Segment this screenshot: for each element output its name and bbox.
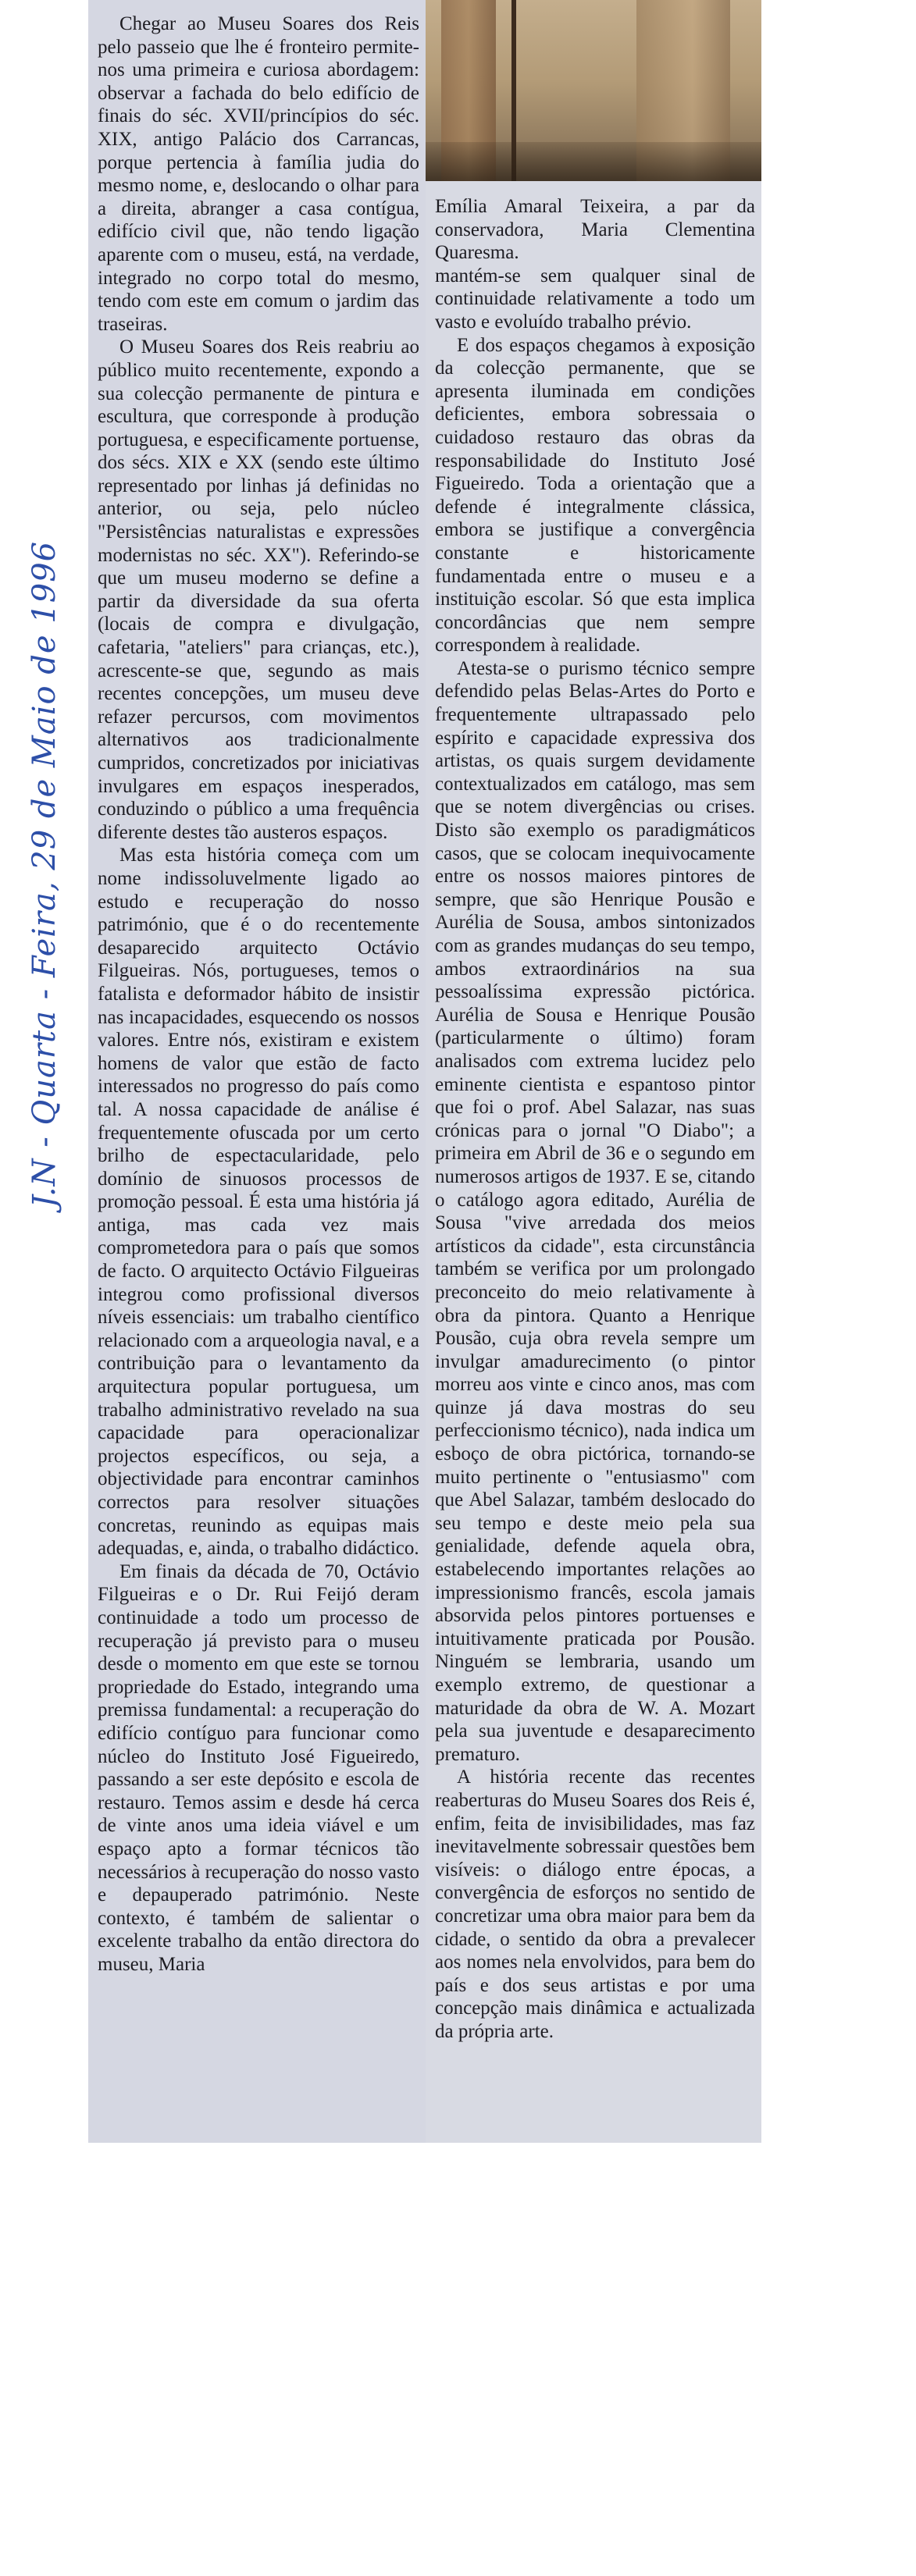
article-column-left — [88, 0, 426, 2143]
handwritten-date-note: J.N - Quarta - Feira, 29 de Maio de 1996 — [27, 540, 62, 1208]
article-column-right — [426, 0, 761, 2143]
photo-floor — [426, 142, 761, 181]
paragraph: Atesta-se o purismo técnico sempre defendido pelas Belas-Artes do Porto e frequentemente ultrapassado pelo espírito e capacidade expressiva dos artistas, os quais surgem devidamente contextualizados em catálogo, mas sem que se notem divergências ou crises. Disto são exemplo os paradigmáticos casos, que se colocam inequivocamente entre os nossos maiores pintores de sempre, que são Henrique Pousão e Aurélia de Sousa, ambos sintonizados com as grandes mudanças do seu tempo, ambos extraordinários na sua pessoalíssima expressão pictórica. Aurélia de Sousa e Henrique Pousão (particularmente o último) foram analisados com extrema lucidez pelo eminente cientista e espantoso pintor que foi o prof. Abel Salazar, nas suas crónicas para o jornal "O Diabo"; a primeira em Abril de 36 e o segundo em numerosos artigos de 1937. E se, citando o catálogo agora editado, Aurélia de Sousa "vive arredada dos meios artísticos da cidade", esta circunstância também se verifica por um prolongado preconceito do meio relativamente à obra da pintora. Quanto a Henrique Pousão, cuja obra revela sempre um invulgar amadurecimento (o pintor morreu aos vinte e cinco anos, mas com quinze já dava mostras do seu perfeccionismo técnico), nada indica um esboço de obra pictórica, tornando-se muito pertinente o "entusiasmo" com que Abel Salazar, também deslocado do seu tempo e deste meio pela sua genialidade, defende aquela obra, estabelecendo importantes relações ao impressionismo francês, escola jamais absorvida pelos pintores portuenses e intuitivamente praticada por Pousão. Ninguém se lembraria, usando um exemplo extremo, de questionar a maturidade da obra de W. A. Mozart pela sua juventude e desaparecimento prematuro. — [435, 657, 755, 1765]
paragraph: Chegar ao Museu Soares dos Reis pelo passeio que lhe é fronteiro permite-nos uma primeira e curiosa abordagem: observar a fachada do belo edifício de finais do séc. XVII/princípios do séc. XIX, antigo Palácio dos Carrancas, porque pertencia à família judia do mesmo nome, e, deslocando o olhar para a direita, abranger a casa contígua, edifício civil que, não tendo ligação aparente com o museu, está, na verdade, integrado no corpo total do mesmo, tendo com este em comum o jardim das traseiras. — [98, 13, 419, 335]
paragraph: E dos espaços chegamos à exposição da colecção permanente, que se apresenta iluminada em condições deficientes, embora sobressaia o cuidadoso restauro das obras da responsabilidade do Instituto José Figueiredo. Toda a orientação que a defende é integralmente clássica, embora se justifique a convergência constante e historicamente fundamentada entre o museu e a instituição escolar. Só que esta implica concordâncias que nem sempre correspondem à realidade. — [435, 334, 755, 656]
paragraph: Em finais da década de 70, Octávio Filgueiras e o Dr. Rui Feijó deram continuidade a todo um processo de recuperação já previsto para o museu desde o momento em que este se tornou propriedade do Estado, integrando uma premissa fundamental: a recuperação do edifício contíguo para funcionar como núcleo do Instituto José Figueiredo, passando a ser este depósito e escola de restauro. Temos assim e desde há cerca de vinte anos uma ideia viável e um espaço apto a formar técnicos tão necessários à recuperação do nosso vasto e depauperado património. Neste contexto, é também de salientar o excelente trabalho da então directora do museu, Maria — [98, 1560, 419, 1975]
paragraph: mantém-se sem qualquer sinal de continuidade relativamente a todo um vasto e evoluído trabalho prévio. — [435, 265, 755, 333]
photo-caption: Emília Amaral Teixeira, a par da conservadora, Maria Clementina Quaresma. — [435, 196, 755, 264]
paragraph: O Museu Soares dos Reis reabriu ao público muito recentemente, expondo a sua colecção permanente de pintura e escultura, que corresponde à produção portuguesa, e especificamente portuense, dos sécs. XIX e XX (sendo este último representado por linhas já definidas no anterior, ou seja, pelo núcleo "Persistências naturalistas e expressões modernistas no séc. XX"). Referindo-se que um museu moderno se define a partir da diversidade da sua oferta (locais de compra e divulgação, cafetaria, "ateliers" para crianças, etc.), acrescente-se que, segundo as mais recentes concepções, um museu deve refazer percursos, com movimentos alternativos aos tradicionalmente cumpridos, concretizados por iniciativas invulgares em espaços inesperados, conduzindo o público a uma frequência diferente destes tão austeros espaços. — [98, 336, 419, 843]
paragraph: A história recente das recentes reaberturas do Museu Soares dos Reis é, enfim, feita de invisibilidades, mas faz inevitavelmente sobressair questões bem visíveis: o diálogo entre épocas, a convergência de esforços no sentido de concretizar uma obra maior para bem da cidade, o sentido da obra a prevalecer aos nomes nela envolvidos, para bem do país e dos seus artistas e por uma concepção mais dinâmica e actualizada da própria arte. — [435, 1767, 755, 2042]
paragraph: Mas esta história começa com um nome indissoluvelmente ligado ao estudo e recuperação do nosso património, que é o do recentemente desaparecido arquitecto Octávio Filgueiras. Nós, portugueses, temos o fatalista e deformador hábito de insistir nas incapacidades, esquecendo os nossos valores. Entre nós, existiram e existem homens de valor que estão de facto interessados no progresso do país como tal. A nossa capacidade de análise é frequentemente ofuscada por um certo brilho de espectacularidade, pelo domínio de sinuosos processos de promoção pessoal. É esta uma história já antiga, mas cada vez mais comprometedora para o país que somos de facto. O arquitecto Octávio Filgueiras integrou como profissional diversos níveis essenciais: um trabalho científico relacionado com a arqueologia naval, e a contribuição para o levantamento da arquitectura popular portuguesa, um trabalho administrativo revelado na sua capacidade para operacionalizar projectos específicos, ou seja, a objectividade para encontrar caminhos correctos para resolver situações concretas, reunindo as equipas mais adequadas, e, ainda, o trabalho didáctico. — [98, 845, 419, 1560]
article-photo — [426, 0, 761, 181]
